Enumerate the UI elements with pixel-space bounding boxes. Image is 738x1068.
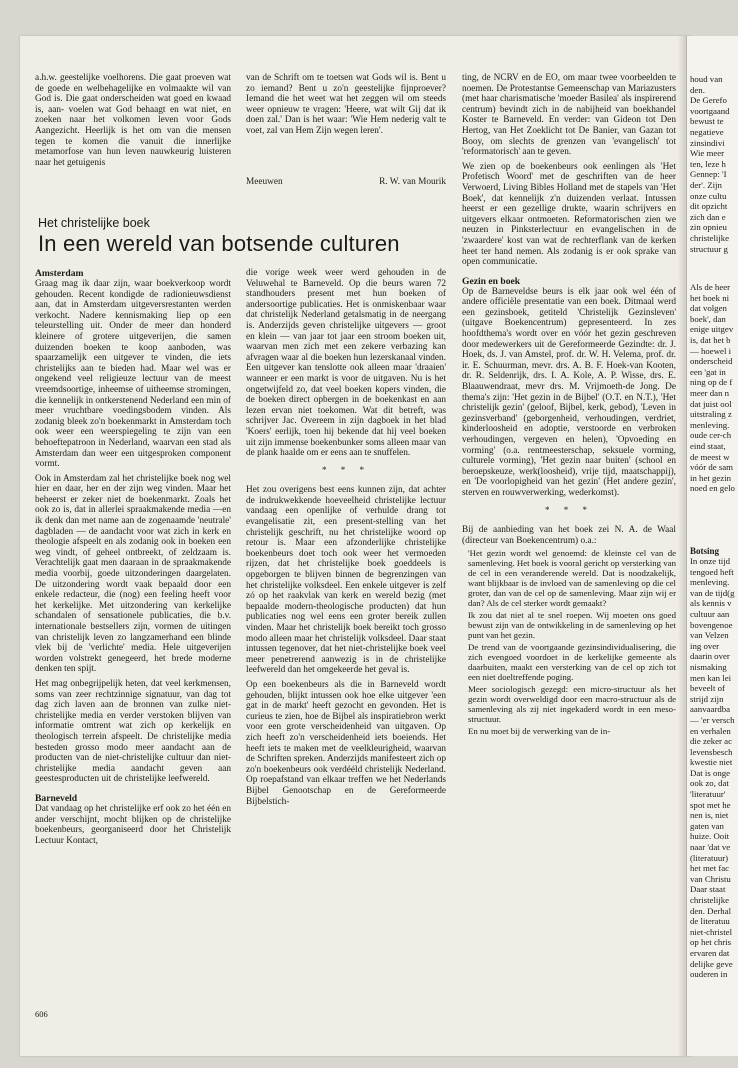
edge-line: aanvaardba: [690, 704, 731, 715]
edge-line: levensbesch: [690, 746, 733, 757]
edge-line: van de tijd(g: [690, 587, 735, 598]
edge-line: Daar staat: [690, 884, 726, 895]
top-column-1-text: a.h.w. geestelijke voelhorens. Die gaat proeven wat de goede en welbehagelijke en volmaakte wil van God is. Die gaat onderscheiden wat goed en kwaad is, aan- voelen wat God behaagt en wat niet, en zoeken naar het volkomen leven voor Gods Aangezicht. Heerlijk is het om van die mensen tegen te komen die vanuit die innerlijke metamorfose van hun leven nauwkeurig luisteren naar het getuigenis: [35, 73, 231, 168]
edge-line: bovengenoe: [690, 619, 733, 630]
edge-text-block-c: [687, 546, 735, 980]
article-kicker: Het christelijke boek: [38, 216, 150, 230]
section-heading: Gezin en boek: [462, 275, 521, 287]
article-paragraph: Bij de aanbieding van het boek zei N. A. de Waal (directeur van Boekencentrum) o.a.:: [462, 525, 676, 546]
article-column-3: [462, 73, 676, 736]
edge-line: de meest w: [690, 451, 730, 462]
edge-line: christelijke: [690, 895, 730, 905]
edge-line: Als de heer: [690, 282, 731, 292]
edge-line: In onze tijd: [690, 556, 731, 566]
magazine-page: [20, 36, 692, 1056]
edge-line: dat volgen: [690, 303, 727, 314]
edge-line: uitstraling z: [690, 409, 732, 420]
edge-line: dit opzicht: [690, 201, 728, 212]
edge-line: op het chris: [690, 937, 732, 948]
edge-line: onderscheid: [690, 356, 733, 367]
article-paragraph: Op een boekenbeurs als die in Barneveld wordt gehouden, blijkt intussen ook hoe elke uitgever 'een gat in de markt' heeft gezocht en gevonden. Het is curieus te zien, hoe de Bijbel als inspiratiebron werkt voor een grote verscheidenheid van uitgaven. Op zich heeft zo'n verscheidenheid iets boeiends. Het heeft iets te maken met de veelkleurigheid, waarvan de Schriften spreken. Anderzijds manifesteert zich op zo'n boekenbeurs ook verdééld christelijk Nederland. Op roepafstand van elkaar treffen we het Nederlands Bijbel Genootschap en de Gereformeerde Bijbelstich-: [246, 679, 446, 807]
article-paragraph: We zien op de boekenbeurs ook eenlingen als 'Het Profetisch Woord' met de geschriften van de heer Verwoerd, Living Bibles Holland met de stapels van 'Het Boek', dat kennelijk z'n duizenden verlaat. Intussen heerst er een gezellige drukte, waarin schrijvers en uitgevers elkaar ontmoeten. Reformatorischen zien we neuzen in Pinksterlectuur en evangelischen in de 'zwaardere' kost van wat de rechterflank van de kerken heet ter hand nemen. Als zodanig is er ook sprake van open communicatie.: [462, 161, 676, 268]
edge-line: Wie meer: [690, 148, 725, 159]
edge-line: een 'gat in: [690, 366, 726, 377]
edge-line: het boek ni: [690, 292, 730, 303]
edge-line: enige uitgev: [690, 324, 734, 335]
edge-line: daarin over: [690, 651, 730, 662]
edge-line: meer dan n: [690, 387, 730, 398]
edge-line: cultuur aan: [690, 608, 730, 619]
edge-line: — hoewel i: [690, 345, 732, 356]
signature-line: [246, 177, 446, 187]
top-column-2: [246, 73, 446, 137]
top-column-2-text: van de Schrift om te toetsen wat Gods wil is. Bent u zo iemand? Bent u zo'n geestelijke fijnproever? Iemand die het weet wat het zeggen wil om steeds weer opnieuw te vragen: 'Heere, wat wilt Gij dat ik doen zal.' Dan is het waar: 'Wie Hem nederig valt te voet, zal van Hem Zijn wegen leren'.: [246, 73, 446, 136]
edge-line: van Velzen: [690, 630, 729, 641]
edge-line: den.: [690, 84, 705, 95]
article-paragraph: Het mag onbegrijpelijk heten, dat veel kerkmensen, soms van zeer rechtzinnige signatuur, van dag tot dag zich laven aan de bronnen van zulke niet-christelijke media en verder verstoken blijven van informatie omtrent wat zich op kerkelijk en theologisch terrein afspeelt. De christelijke media besteden grosso modo meer aandacht aan de producten van de niet-christelijke cultuur dan niet-christelijke media aandacht geven aan geestesproducten uit de christelijke leefwereld.: [35, 678, 231, 785]
article-paragraph: Graag mag ik daar zijn, waar boekverkoop wordt gehouden. Recent kondigde de radionieuwsdienst aan, dat in Amsterdam uitgeversrestanten werden verkocht. Nadere kennismaking liep op een teleurstelling uit. Onder de meer dan honderd kleinere of grotere uitgeverijen, die samen duizenden boeken te koop aanboden, was spaarzamelijk een uitgever te vinden, die iets christelijks aan te bieden had. Maar wel was er ongekend veel religieuze lectuur van de meest vreemdsoortige, inheemse of uitheemse stromingen, die kennelijk in ontkerstenend Nederland een min of meer vruchtbare voedingsbodem vinden. Als zodanig bleek zo'n boekenmarkt in Amsterdam toch ook weer een weerspiegeling te zijn van een behoeftepatroon in Nederland, waarvan een stad als Amsterdam dan weer een uitgesproken component vormt.: [35, 279, 231, 470]
edge-line: houd van: [690, 74, 723, 84]
section-heading: Amsterdam: [35, 268, 84, 279]
edge-heading: Botsing: [690, 546, 720, 556]
edge-line: ook zo, dat: [690, 778, 729, 789]
article-paragraph: Het zou overigens best eens kunnen zijn, dat achter de indrukwekkende hoeveelheid christelijke lectuur vandaag een openlijke of verhulde drang tot evangelisatie zit, een present-stelling van het christelijk geschrift, nu het christelijke woord op retour is. Maar een afzonderlijke christelijke boekenbeurs doet toch ook weer het vermoeden rijzen, dat het christelijke boek goeddeels is opgeborgen te blijven binnen de begrenzingen van het christelijke volksdeel. Een enkele uitgever is zelf zó op het raakvlak van kerk en wereld bezig (met bepaalde modern-theologische producten) dat hun publicaties nog wel eens een groter bereik zullen vinden. Maar het christelijk boek bereikt toch grosso modo alleen maar het christelijk volksdeel. Daar staat intussen tegenover, dat het niet-christelijke boek veel meer penetrerend aanwezig is in de christelijke leefwereld dan het omgekeerde het geval is.: [246, 485, 446, 676]
edge-line: men kan lei: [690, 672, 732, 683]
edge-line: en verhalen: [690, 725, 731, 736]
article-column-1: [35, 268, 231, 846]
edge-line: ing over: [690, 640, 720, 651]
quote-paragraph: 'Het gezin wordt wel genoemd: de kleinste cel van de samenleving. Het boek is vooral gericht op versterking van de cel in een veranderende wereld. Dat is noodzakelijk, want blijkbaar is de invloed van de samenleving op die cel groter, dan van de cel op de samenleving. Maar zijn wij er dan? Als de cel sterker wordt gemaakt?: [468, 548, 676, 609]
edge-line: zinsindivi: [690, 137, 725, 148]
edge-line: oude cer-ch: [690, 430, 732, 441]
edge-line: ten, leze h: [690, 158, 726, 169]
edge-line: nen is, niet: [690, 810, 729, 821]
article-paragraph: Ook in Amsterdam zal het christelijke boek nog wel hier en daar, her en der zijn weg vinden. Maar het beheerst er zeker niet de boekenmarkt. Zoals het ook zo is, dat in allerlei spraakmakende media —en ik denk dan met name aan de zogenaamde 'neutrale' dagbladen — de aandacht voor wat zich in kerk en theologie afspeelt en als zodanig ook in boeken een weg vindt, of geheel ontbreekt, of zeldzaam is. Verachtelijk gaat men daaraan in de spraakmakende media voorbij, goede uitzonderingen daargelaten. De uitzondering wordt vaak bepaald door een enkele redacteur, die (nog) een feeling heeft voor het kerkelijke. Met uitzondering van kerkelijke schandalen of sensationele publicaties, die b.v. internationale bestsellers zijn, vormen de uitingen van christelijk leven zo langzamerhand een blinde vlek bij de 'verlichte' media. Hele uitgeverijen worden volstrekt genegeerd, het brede moderne denken ten spijt.: [35, 473, 231, 675]
edge-line: den. Derhal: [690, 905, 732, 916]
edge-line: boek', dan: [690, 313, 726, 324]
edge-line: gaten van: [690, 820, 724, 831]
edge-line: dat juist ool: [690, 398, 732, 409]
edge-line: der'. Zijn: [690, 179, 722, 190]
edge-line: tengoed heft: [690, 566, 734, 577]
edge-line: negatieve: [690, 126, 724, 137]
quote-paragraph: Meer sociologisch gezegd: een micro-structuur als het gezin wordt overweldigd door een macro-structuur als de samenleving als zij niet ingekaderd wordt in een meso-structuur.: [468, 684, 676, 725]
signature-place: Meeuwen: [246, 177, 283, 187]
edge-line: strijd zijn: [690, 693, 724, 704]
edge-line: het met fac: [690, 863, 730, 874]
article-column-2: [246, 268, 446, 807]
edge-line: naar 'dat ve: [690, 842, 731, 853]
edge-line: menleving.: [690, 577, 730, 588]
edge-line: christelijke: [690, 232, 730, 243]
edge-line: in het gezin: [690, 472, 732, 483]
article-paragraph: Dat vandaag op het christelijke erf ook zo het één en ander verschijnt, mocht blijken op de christelijke boekenbeurs, georganiseerd door het Christelijk Lectuur Kontact,: [35, 803, 231, 846]
page-number: 606: [35, 1009, 48, 1019]
section-heading: Barneveld: [35, 792, 78, 804]
edge-line: onze cultu: [690, 190, 727, 201]
article-headline: In een wereld van botsende culturen: [38, 231, 400, 256]
edge-line: ning op de f: [690, 377, 733, 388]
section-divider: * * *: [322, 464, 370, 475]
edge-text-block-a: [687, 74, 730, 254]
edge-line: Gennep: 'I: [690, 169, 727, 180]
signature-author: R. W. van Mourik: [379, 177, 446, 187]
edge-line: Dat is onge: [690, 767, 731, 778]
edge-line: vóór de sam: [690, 462, 733, 473]
edge-line: niet-christel: [690, 926, 733, 937]
edge-line: die zeker ac: [690, 736, 732, 747]
edge-line: ouderen in: [690, 969, 728, 980]
edge-line: kwestie niet: [690, 757, 733, 768]
edge-line: delijke geve: [690, 958, 733, 969]
edge-line: beveelt of: [690, 683, 725, 694]
edge-line: zin opnieu: [690, 222, 727, 233]
edge-line: de literatuu: [690, 916, 730, 927]
edge-line: huize. Ooit: [690, 831, 730, 842]
quote-paragraph: En nu moet bij de verwerking van de in-: [468, 726, 611, 737]
edge-line: noed en gelo: [690, 483, 735, 494]
edge-line: eind staat,: [690, 440, 726, 451]
article-paragraph: die vorige week weer werd gehouden in de Veluwehal te Barneveld. Op die beurs waren 72 standhouders present met hun boeken of andersoortige publicaties. Het is onmiskenbaar waar dat christelijk Nederland getalsmatig in de neergang is. Anderzijds geven christelijke uitgevers — groot en klein — van jaar tot jaar een stroom boeken uit, waarvan men zich met een zekere verbazing kan afvragen waar al die boeken hun lezerskanaal vinden. Een uitgever kan tenslotte ook alleen maar 'draaien' wanneer er een markt is voor de uitgaven. Nu is het ongetwijfeld zo, dat veel boeken kopers vinden, die de boeken direct opbergen in de boekenkast en aan lezen ervan niet toekomen. Wat dit betreft, was schrijver Jac. Overeem in zijn dagboek in het blad 'Koers' eerlijk, toen hij bekende dat hij veel boeken uit zijn immense boekenbunker soms alleen maar van de plank haalde om er eens aan te snuffelen.: [246, 268, 446, 459]
edge-text-block-b: [687, 282, 735, 494]
top-column-1: [35, 73, 231, 168]
edge-line: structuur g: [690, 243, 728, 254]
edge-line: van Christu: [690, 873, 731, 884]
edge-line: menleving.: [690, 419, 730, 430]
article-paragraph: ting, de NCRV en de EO, om maar twee voorbeelden te noemen. De Protestantse Gemeenschap van Mariazusters (met haar charismatische 'moeder Basilea' als inspirerend centrum) bevindt zich in de nabijheid van boekhandel Koster te Barneveld. En verder: van Gideon tot Den Hertog, van Het Zoeklicht tot De Banier, van Gazan tot Booy, om slechts de grenzen van 'evangelisch' tot 'reformatorisch' aan te geven.: [462, 73, 676, 158]
edge-line: — 'er versch: [690, 714, 735, 725]
edge-line: als kennis v: [690, 598, 732, 609]
quote-paragraph: De trend van de voortgaande gezinsindividualisering, die zich evengoed voordoet in de kerkelijke gemeente als daarbuiten, maakt een versterking van de cel op zich tot een niet doeltreffende poging.: [468, 642, 676, 683]
edge-line: spot met he: [690, 799, 731, 810]
edge-line: is, dat het b: [690, 334, 731, 345]
edge-line: voortgaand: [690, 105, 730, 116]
section-divider: * * *: [545, 504, 593, 515]
edge-line: bewust te: [690, 116, 724, 127]
edge-line: (literatuur): [690, 852, 729, 863]
edge-line: nismaking: [690, 661, 727, 672]
article-paragraph: Op de Barneveldse beurs is elk jaar ook wel één of andere officiële presentatie van een boek. Ditmaal werd een gezinsboek, getiteld 'Christelijk Gezinsleven' (uitgave Boekencentrum) gepresenteerd. In zes hoofdthema's wordt over en vóór het gezin geschreven door medewerkers uit de Gereformeerde Gezindte: dr. J. Hoek, ds. J. van Amstel, prof. dr. W. H. Velema, prof. dr. ir. E. Schuurman, mevr. drs. A. B. F. Hoek-van Kooten, dr. R. Seldenrijk, drs. I. A. Kole, A. P. Wisse, drs. E. Blaauwendraat, mevr drs. M. Vrijmoeth-de Jong. De thema's zijn: 'Het gezin in de Bijbel' (O.T. en N.T.), 'Het christelijk gezin' (geloof, Bijbel, kerk, gebod), 'Leven in gezinsverband' (geborgenheid, verhoudingen, verdriet, kinderloosheid en adoptie, verstoorde en verbroken verhoudingen, vergeven en helen), 'Opvoeding en vorming' (o.a. rentmeesterschap, seksuele vorming, culturele vorming), 'Het gezin naar buiten' (school en beroepskeuze, werk(loosheid), vrije tijd, maatschappij), en 'De voorlopigheid van het gezin' (Het andere gezin', sterven en rouwverwerking, wederkomst).: [462, 286, 676, 498]
edge-line: 'literatuur': [690, 789, 726, 800]
edge-line: De Gerefo: [690, 95, 727, 106]
next-page-edge: [686, 36, 738, 1056]
quote-paragraph: Ik zou dat niet al te snel roepen. Wij moeten ons goed bewust zijn van de ontwikkeling in de samenleving op het punt van het gezin.: [468, 610, 676, 641]
edge-line: ervaren dat: [690, 947, 730, 958]
edge-line: zich dan e: [690, 211, 726, 222]
